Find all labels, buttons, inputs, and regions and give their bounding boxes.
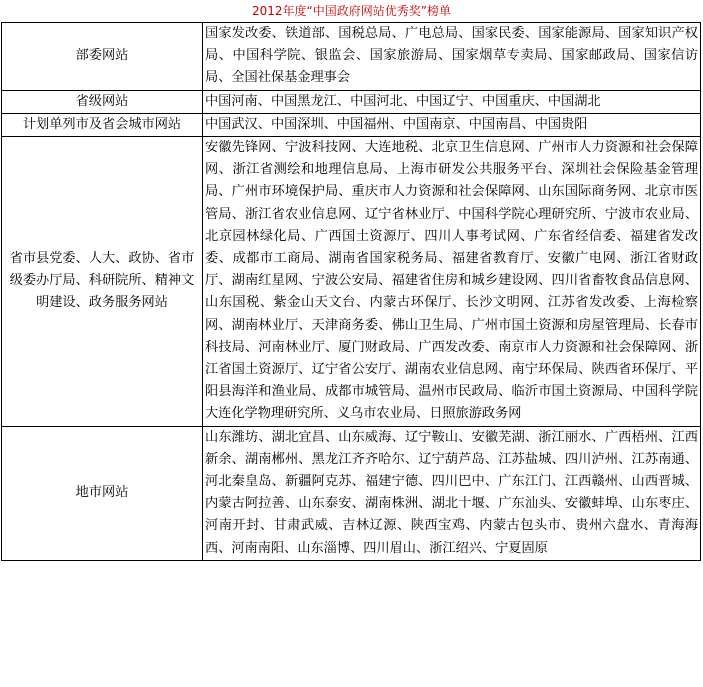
site-name: 国家知识产权局 、: [205, 26, 698, 63]
site-name: 中国河北 、: [350, 94, 416, 109]
site-name: 中国南京 、: [403, 117, 469, 132]
site-name: 佛山卫生局 、: [392, 318, 472, 333]
site-name: 福建省发改委 、: [205, 229, 698, 266]
site-name: 吉林辽源 、: [342, 518, 411, 533]
site-name: 广电总局 、: [405, 26, 472, 41]
site-name: 温州市民政局 、: [418, 384, 511, 399]
site-name: 国税总局 、: [338, 26, 405, 41]
site-name: 中国重庆 、: [482, 94, 548, 109]
site-name: 中国科学院大连化学物理研究所 、: [205, 384, 698, 421]
site-name: 浙江省农业信息网 、: [245, 207, 365, 222]
site-name: 南京市人力资源和社会保障网 、: [498, 340, 685, 355]
site-name: 黑龙江齐齐哈尔 、: [312, 452, 419, 467]
sites-cell: [203, 113, 701, 136]
site-name: 紫金山天文台 、: [274, 295, 370, 310]
site-name: 山东威海 、: [338, 430, 405, 445]
site-name: 辽宁省林业厅 、: [365, 207, 458, 222]
site-name: 天津商务委 、: [312, 318, 392, 333]
site-name: 广州市国土资源和房屋管理局 、: [472, 318, 659, 333]
site-name: 内蒙古阿拉善 、: [205, 496, 298, 511]
site-name: 广东汕头 、: [498, 496, 565, 511]
sites-cell: [203, 90, 701, 113]
site-name: 湖南郴州 、: [245, 452, 312, 467]
table-row-prefecture: [2, 426, 701, 560]
site-name: 宁夏固原: [495, 540, 548, 556]
site-name: 国家烟草专卖局 、: [452, 48, 562, 63]
site-name: 宁波公安局 、: [312, 273, 392, 288]
site-name: 四川人事考试网 、: [424, 229, 534, 244]
site-name: 江西赣州 、: [565, 474, 632, 489]
site-name: 山东枣庄 、: [632, 496, 699, 511]
award-table: [1, 22, 701, 561]
site-name: 山东潍坊 、: [205, 430, 272, 445]
site-name: 全国社保基金理事会: [231, 70, 351, 86]
site-name: 中国湖北: [547, 93, 601, 109]
site-name: 山东国税 、: [205, 295, 274, 310]
site-name: 中国武汉 、: [205, 117, 271, 132]
site-name: 安徽广电网 、: [548, 251, 630, 266]
site-name: 临沂市国土资源局 、: [512, 384, 632, 399]
site-name: 福建宁德 、: [365, 474, 432, 489]
site-name: 国家邮政局 、: [562, 48, 644, 63]
site-name: 中国贵阳: [534, 116, 588, 132]
sites-cell: [203, 426, 701, 560]
site-name: 广东江门 、: [498, 474, 565, 489]
site-name: 中国科学院 、: [232, 48, 314, 63]
site-name: 厦门财政局 、: [338, 340, 418, 355]
site-name: 国家信访局 、: [205, 48, 698, 85]
sites-cell: [203, 137, 701, 427]
table-row-province: [2, 90, 701, 113]
table-row-city: [2, 113, 701, 136]
site-name: 广州市人力资源和社会保障网 、: [205, 140, 698, 177]
site-name: 江苏省发改委 、: [548, 295, 644, 310]
site-name: 广州市环境保护局 、: [232, 184, 352, 199]
site-name: 银监会 、: [315, 48, 370, 63]
site-name: 内蒙古包头市 、: [479, 518, 575, 533]
site-name: 安徽先锋网 、: [205, 140, 285, 155]
category-cell: 省市县党委、人大、政协、省市级委办厅局、科研院所、精神文明建设、政务服务网站: [2, 137, 203, 427]
site-name: 浙江丽水 、: [538, 430, 605, 445]
site-name: 中国南昌 、: [469, 117, 535, 132]
site-name: 中国福州 、: [337, 117, 403, 132]
site-name: 山西晋城 、: [632, 474, 699, 489]
site-name: 福建省住房和城乡建设网 、: [392, 273, 552, 288]
site-name: 辽宁省公安厅 、: [312, 362, 405, 377]
table-row-agency: [2, 137, 701, 427]
category-cell: 计划单列市及省会城市网站: [2, 113, 203, 136]
site-name: 湖北宜昌 、: [272, 430, 339, 445]
site-name: 湖南株洲 、: [365, 496, 432, 511]
site-name: 江西新余 、: [205, 430, 698, 467]
site-name: 湖北十堰 、: [432, 496, 499, 511]
site-name: 四川巴中 、: [432, 474, 499, 489]
site-name: 中国黑龙江 、: [271, 94, 350, 109]
site-name: 广西发改委 、: [418, 340, 498, 355]
site-name: 中国辽宁 、: [416, 94, 482, 109]
site-name: 北京卫生信息网 、: [432, 140, 539, 155]
sites-cell: [203, 23, 701, 91]
site-name: 浙江省财政厅 、: [205, 251, 698, 288]
site-name: 湖南红星网 、: [232, 273, 312, 288]
site-name: 四川省畜牧食品信息网 、: [552, 273, 698, 288]
site-name: 长春市科技局 、: [205, 318, 698, 355]
site-name: 深圳社会保险基金管理局 、: [205, 162, 698, 199]
site-name: 上海检察网 、: [205, 295, 698, 332]
site-name: 新疆阿克苏 、: [285, 474, 365, 489]
site-name: 内蒙古环保厅 、: [370, 295, 466, 310]
site-name: 中国科学院心理研究所 、: [458, 207, 605, 222]
site-name: 湖南农业信息网 、: [405, 362, 512, 377]
site-name: 河南林业厅 、: [258, 340, 338, 355]
category-cell: 省级网站: [2, 90, 203, 113]
site-name: 国家旅游局 、: [370, 48, 452, 63]
site-name: 陕西省环保厅 、: [592, 362, 685, 377]
site-name: 山东泰安 、: [298, 496, 365, 511]
site-name: 浙江绍兴 、: [429, 541, 495, 556]
site-name: 宁波科技网 、: [285, 140, 365, 155]
site-name: 平阳县海洋和渔业局 、: [205, 362, 698, 399]
site-name: 北京市医管局 、: [205, 184, 698, 221]
site-name: 四川眉山 、: [363, 541, 429, 556]
site-name: 湖南林业厅 、: [232, 318, 312, 333]
site-name: 浙江省国土资源厅 、: [205, 340, 698, 377]
site-name: 广西梧州 、: [605, 430, 672, 445]
site-name: 国家能源局 、: [538, 26, 618, 41]
site-name: 贵州六盘水 、: [575, 518, 657, 533]
site-name: 中国深圳 、: [271, 117, 337, 132]
site-name: 广东省经信委 、: [534, 229, 630, 244]
site-name: 辽宁鞍山 、: [405, 430, 472, 445]
site-name: 南宁环保局 、: [512, 362, 592, 377]
site-name: 上海市研发公共服务平台 、: [397, 162, 562, 177]
site-name: 河南开封 、: [205, 518, 274, 533]
site-name: 广西国土资源厅 、: [315, 229, 425, 244]
site-name: 国家民委 、: [472, 26, 539, 41]
site-name: 辽宁葫芦岛 、: [418, 452, 498, 467]
site-name: 铁道部 、: [285, 26, 338, 41]
page-title: 2012年度“中国政府网站优秀奖”榜单: [252, 4, 451, 18]
site-name: 大连地税 、: [365, 140, 432, 155]
site-name: 浙江省测绘和地理信息局 、: [232, 162, 397, 177]
site-name: 江苏南通 、: [632, 452, 699, 467]
site-name: 成都市工商局 、: [232, 251, 328, 266]
site-name: 山东淄博 、: [297, 541, 363, 556]
site-name: 甘肃武威 、: [274, 518, 343, 533]
site-name: 安徽芜湖 、: [472, 430, 539, 445]
site-name: 北京园林绿化局 、: [205, 229, 315, 244]
site-name: 宁波市农业局 、: [605, 207, 698, 222]
site-name: 山东国际商务网 、: [538, 184, 645, 199]
site-name: 中国河南 、: [205, 94, 271, 109]
site-name: 长沙文明网 、: [466, 295, 548, 310]
site-name: 日照旅游政务网: [429, 406, 522, 422]
site-name: 江苏盐城 、: [498, 452, 565, 467]
site-name: 重庆市人力资源和社会保障网 、: [352, 184, 539, 199]
category-cell: 地市网站: [2, 426, 203, 560]
site-name: 河南南阳 、: [231, 541, 297, 556]
category-cell: 部委网站: [2, 23, 203, 91]
site-name: 青海海西 、: [205, 518, 698, 555]
site-name: 义乌市农业局 、: [337, 406, 429, 421]
site-name: 成都市城管局 、: [325, 384, 418, 399]
site-name: 湖南省国家税务局 、: [328, 251, 451, 266]
site-name: 福建省教育厅 、: [452, 251, 548, 266]
site-name: 四川泸州 、: [565, 452, 632, 467]
award-table-body: [2, 23, 701, 561]
table-row-ministry: [2, 23, 701, 91]
site-name: 河北秦皇岛 、: [205, 474, 285, 489]
site-name: 陕西宝鸡 、: [411, 518, 480, 533]
site-name: 国家发改委 、: [205, 26, 285, 41]
site-name: 安徽蚌埠 、: [565, 496, 632, 511]
